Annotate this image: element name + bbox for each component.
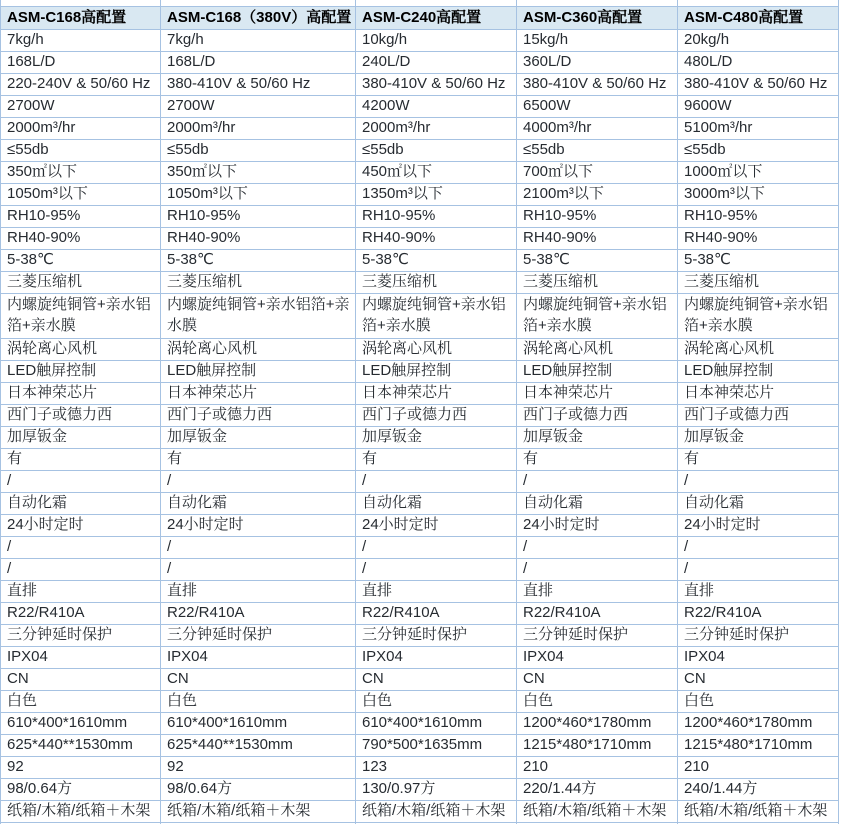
spec-cell[interactable]: 24小时定时 [1, 514, 161, 536]
spec-cell[interactable]: / [1, 536, 161, 558]
spec-cell[interactable]: 210 [678, 756, 839, 778]
spec-cell[interactable]: IPX04 [356, 646, 517, 668]
spec-cell[interactable]: 700㎡以下 [517, 161, 678, 183]
table-row [1, 756, 839, 778]
spec-cell[interactable]: 纸箱/木箱/纸箱＋木架 [356, 800, 517, 822]
spec-cell[interactable]: / [517, 470, 678, 492]
spec-cell[interactable]: 4200W [356, 95, 517, 117]
spec-cell[interactable]: 内螺旋纯铜管+亲水铝箔+亲水膜 [678, 293, 839, 338]
table-row [1, 646, 839, 668]
spec-cell[interactable]: 5-38℃ [356, 249, 517, 271]
table-row [1, 29, 839, 51]
table-row [1, 734, 839, 756]
table-row [1, 95, 839, 117]
spec-cell[interactable]: ≤55db [517, 139, 678, 161]
spec-cell[interactable]: 92 [1, 756, 161, 778]
spec-cell[interactable]: 5-38℃ [517, 249, 678, 271]
spec-cell[interactable]: 日本神荣芯片 [678, 382, 839, 404]
spec-cell[interactable]: 2000m³/hr [356, 117, 517, 139]
spec-cell[interactable]: / [356, 470, 517, 492]
spec-cell[interactable]: 西门子或德力西 [161, 404, 356, 426]
spec-cell[interactable]: 日本神荣芯片 [356, 382, 517, 404]
spec-cell[interactable]: 自动化霜 [517, 492, 678, 514]
spec-cell[interactable]: 纸箱/木箱/纸箱＋木架 [517, 800, 678, 822]
spec-cell[interactable]: 纸箱/木箱/纸箱＋木架 [161, 800, 356, 822]
spec-cell[interactable]: CN [161, 668, 356, 690]
spec-cell[interactable]: 三菱压缩机 [678, 271, 839, 293]
spec-cell[interactable]: 24小时定时 [161, 514, 356, 536]
spec-cell[interactable]: 15kg/h [517, 29, 678, 51]
spec-cell[interactable]: 白色 [678, 690, 839, 712]
header-cell[interactable]: ASM-C168高配置 [1, 6, 161, 29]
spec-cell[interactable]: RH40-90% [678, 227, 839, 249]
spec-cell[interactable]: 350㎡以下 [161, 161, 356, 183]
spec-cell[interactable]: ≤55db [1, 139, 161, 161]
table-row [1, 249, 839, 271]
table-row [1, 382, 839, 404]
spec-cell[interactable]: 加厚钣金 [1, 426, 161, 448]
table-row [1, 624, 839, 646]
spec-cell[interactable]: RH40-90% [356, 227, 517, 249]
spec-cell[interactable]: 有 [1, 448, 161, 470]
spec-cell[interactable]: IPX04 [517, 646, 678, 668]
table-row [1, 800, 839, 822]
spec-cell[interactable]: 直排 [517, 580, 678, 602]
spec-cell[interactable]: 三分钟延时保护 [161, 624, 356, 646]
table-row [1, 712, 839, 734]
table-row [1, 205, 839, 227]
spec-cell[interactable]: 20kg/h [678, 29, 839, 51]
spec-cell[interactable]: 日本神荣芯片 [161, 382, 356, 404]
header-cell[interactable]: ASM-C240高配置 [356, 6, 517, 29]
spec-cell[interactable]: IPX04 [678, 646, 839, 668]
header-row [1, 6, 839, 29]
header-cell[interactable]: ASM-C360高配置 [517, 6, 678, 29]
spec-cell[interactable]: 1050m³以下 [1, 183, 161, 205]
table-row [1, 360, 839, 382]
spec-cell[interactable]: 480L/D [678, 51, 839, 73]
spec-cell[interactable]: 涡轮离心风机 [678, 338, 839, 360]
spec-cell[interactable]: 三分钟延时保护 [356, 624, 517, 646]
spec-cell[interactable]: 内螺旋纯铜管+亲水铝箔+亲水膜 [161, 293, 356, 338]
spec-cell[interactable]: RH40-90% [517, 227, 678, 249]
spec-cell[interactable]: / [1, 470, 161, 492]
spec-cell[interactable]: 西门子或德力西 [517, 404, 678, 426]
spec-cell[interactable]: / [678, 536, 839, 558]
spec-cell[interactable]: 白色 [517, 690, 678, 712]
spec-cell[interactable]: IPX04 [1, 646, 161, 668]
spec-cell[interactable]: 自动化霜 [1, 492, 161, 514]
spec-cell[interactable]: 7kg/h [1, 29, 161, 51]
spec-cell[interactable]: 5-38℃ [161, 249, 356, 271]
spec-cell[interactable]: 三菱压缩机 [1, 271, 161, 293]
spec-cell[interactable]: 直排 [1, 580, 161, 602]
spec-cell[interactable]: 790*500*1635mm [356, 734, 517, 756]
header-cell[interactable]: ASM-C480高配置 [678, 6, 839, 29]
spec-cell[interactable]: 240L/D [356, 51, 517, 73]
spec-cell[interactable]: 4000m³/hr [517, 117, 678, 139]
spec-cell[interactable]: LED触屏控制 [678, 360, 839, 382]
spec-cell[interactable]: 5-38℃ [678, 249, 839, 271]
spec-cell[interactable]: 内螺旋纯铜管+亲水铝箔+亲水膜 [356, 293, 517, 338]
table-row [1, 227, 839, 249]
spec-cell[interactable]: 24小时定时 [517, 514, 678, 536]
table-row [1, 558, 839, 580]
spec-cell[interactable]: RH10-95% [1, 205, 161, 227]
spec-cell[interactable]: CN [356, 668, 517, 690]
spec-cell[interactable]: 24小时定时 [356, 514, 517, 536]
spec-cell[interactable]: 白色 [1, 690, 161, 712]
spec-cell[interactable]: / [517, 558, 678, 580]
spec-cell[interactable]: 1200*460*1780mm [678, 712, 839, 734]
spec-cell[interactable]: 自动化霜 [356, 492, 517, 514]
spec-cell[interactable]: / [161, 558, 356, 580]
spec-cell[interactable]: 7kg/h [161, 29, 356, 51]
spec-cell[interactable]: 625*440**1530mm [161, 734, 356, 756]
spec-cell[interactable]: RH10-95% [517, 205, 678, 227]
spec-cell[interactable]: 130/0.97方 [356, 778, 517, 800]
spec-cell[interactable]: 涡轮离心风机 [356, 338, 517, 360]
spec-cell[interactable]: 日本神荣芯片 [1, 382, 161, 404]
spec-cell[interactable]: 三分钟延时保护 [517, 624, 678, 646]
spec-cell[interactable]: 9600W [678, 95, 839, 117]
spec-cell[interactable]: 日本神荣芯片 [517, 382, 678, 404]
table-row [1, 690, 839, 712]
spec-cell[interactable]: 380-410V & 50/60 Hz [678, 73, 839, 95]
table-row [1, 117, 839, 139]
spec-cell[interactable]: 210 [517, 756, 678, 778]
spec-cell[interactable]: 10kg/h [356, 29, 517, 51]
spec-cell[interactable]: 涡轮离心风机 [1, 338, 161, 360]
spec-cell[interactable]: ≤55db [161, 139, 356, 161]
spec-cell[interactable]: 自动化霜 [678, 492, 839, 514]
spec-cell[interactable]: 西门子或德力西 [678, 404, 839, 426]
spec-cell[interactable]: 有 [161, 448, 356, 470]
spec-cell[interactable]: R22/R410A [161, 602, 356, 624]
spec-cell[interactable]: 610*400*1610mm [356, 712, 517, 734]
spec-cell[interactable]: RH40-90% [1, 227, 161, 249]
spec-cell[interactable]: 220-240V & 50/60 Hz [1, 73, 161, 95]
spec-cell[interactable]: 白色 [161, 690, 356, 712]
spec-cell[interactable]: 1350m³以下 [356, 183, 517, 205]
spec-cell[interactable]: 内螺旋纯铜管+亲水铝箔+亲水膜 [1, 293, 161, 338]
spec-cell[interactable]: / [356, 536, 517, 558]
spec-cell[interactable]: 加厚钣金 [517, 426, 678, 448]
spec-cell[interactable]: 610*400*1610mm [161, 712, 356, 734]
spec-cell[interactable]: 三菱压缩机 [161, 271, 356, 293]
spec-cell[interactable]: 5100m³/hr [678, 117, 839, 139]
spec-cell[interactable]: 168L/D [1, 51, 161, 73]
spec-cell[interactable]: CN [517, 668, 678, 690]
spec-cell[interactable]: 三分钟延时保护 [1, 624, 161, 646]
spec-cell[interactable]: 涡轮离心风机 [517, 338, 678, 360]
spec-cell[interactable]: RH10-95% [161, 205, 356, 227]
spec-cell[interactable]: 24小时定时 [678, 514, 839, 536]
spec-cell[interactable]: 610*400*1610mm [1, 712, 161, 734]
table-row [1, 338, 839, 360]
spec-cell[interactable]: / [517, 536, 678, 558]
spec-cell[interactable]: 1215*480*1710mm [678, 734, 839, 756]
spec-cell[interactable]: 2700W [161, 95, 356, 117]
spec-cell[interactable]: 有 [517, 448, 678, 470]
spec-cell[interactable]: 360L/D [517, 51, 678, 73]
spec-cell[interactable]: LED触屏控制 [517, 360, 678, 382]
table-row [1, 514, 839, 536]
table-row [1, 536, 839, 558]
spec-cell[interactable]: 三分钟延时保护 [678, 624, 839, 646]
spec-cell[interactable]: 1050m³以下 [161, 183, 356, 205]
header-cell[interactable]: ASM-C168（380V）高配置 [161, 6, 356, 29]
spec-cell[interactable]: 1215*480*1710mm [517, 734, 678, 756]
spec-cell[interactable]: RH10-95% [356, 205, 517, 227]
spec-cell[interactable]: IPX04 [161, 646, 356, 668]
spec-cell[interactable]: 625*440**1530mm [1, 734, 161, 756]
table-row [1, 580, 839, 602]
spec-cell[interactable]: 加厚钣金 [678, 426, 839, 448]
spec-cell[interactable]: 92 [161, 756, 356, 778]
spec-cell[interactable]: 白色 [356, 690, 517, 712]
spec-cell[interactable]: 450㎡以下 [356, 161, 517, 183]
table-row [1, 448, 839, 470]
spec-cell[interactable]: 380-410V & 50/60 Hz [161, 73, 356, 95]
spec-cell[interactable]: 2000m³/hr [1, 117, 161, 139]
spec-cell[interactable]: 有 [678, 448, 839, 470]
table-row [1, 404, 839, 426]
spec-cell[interactable]: / [678, 470, 839, 492]
spec-cell[interactable]: 2100m³以下 [517, 183, 678, 205]
table-row [1, 183, 839, 205]
spec-cell[interactable]: ≤55db [678, 139, 839, 161]
table-row [1, 293, 839, 338]
table-row [1, 602, 839, 624]
spec-cell[interactable]: 168L/D [161, 51, 356, 73]
spec-table-body [1, 29, 839, 824]
spec-cell[interactable]: / [161, 536, 356, 558]
spec-cell[interactable]: / [161, 470, 356, 492]
table-row [1, 271, 839, 293]
spec-cell[interactable]: LED触屏控制 [356, 360, 517, 382]
spec-cell[interactable]: 加厚钣金 [356, 426, 517, 448]
spec-cell[interactable]: 98/0.64方 [161, 778, 356, 800]
spec-cell[interactable]: ≤55db [356, 139, 517, 161]
spec-cell[interactable]: / [356, 558, 517, 580]
spec-cell[interactable]: 2000m³/hr [161, 117, 356, 139]
spec-cell[interactable]: 涡轮离心风机 [161, 338, 356, 360]
spec-cell[interactable]: 240/1.44方 [678, 778, 839, 800]
table-row [1, 778, 839, 800]
spec-cell[interactable]: 2700W [1, 95, 161, 117]
spec-cell[interactable]: 1200*460*1780mm [517, 712, 678, 734]
spec-cell[interactable]: 纸箱/木箱/纸箱＋木架 [678, 800, 839, 822]
spec-cell[interactable]: / [678, 558, 839, 580]
spec-cell[interactable]: R22/R410A [356, 602, 517, 624]
table-row [1, 161, 839, 183]
spec-cell[interactable]: 纸箱/木箱/纸箱＋木架 [1, 800, 161, 822]
table-row [1, 139, 839, 161]
spec-cell[interactable]: 6500W [517, 95, 678, 117]
spec-cell[interactable]: 三菱压缩机 [356, 271, 517, 293]
spec-cell[interactable]: R22/R410A [1, 602, 161, 624]
spec-cell[interactable]: 自动化霜 [161, 492, 356, 514]
spec-cell[interactable]: 直排 [678, 580, 839, 602]
spec-cell[interactable]: 西门子或德力西 [356, 404, 517, 426]
spec-cell[interactable]: 加厚钣金 [161, 426, 356, 448]
spec-cell[interactable]: 3000m³以下 [678, 183, 839, 205]
spec-cell[interactable]: 直排 [356, 580, 517, 602]
table-row [1, 668, 839, 690]
spec-cell[interactable]: 380-410V & 50/60 Hz [517, 73, 678, 95]
table-row [1, 470, 839, 492]
spec-cell[interactable]: 1000㎡以下 [678, 161, 839, 183]
spec-cell[interactable]: 西门子或德力西 [1, 404, 161, 426]
spec-cell[interactable]: R22/R410A [517, 602, 678, 624]
spec-cell[interactable]: 三菱压缩机 [517, 271, 678, 293]
table-row [1, 51, 839, 73]
spec-cell[interactable]: 直排 [161, 580, 356, 602]
spec-cell[interactable]: 有 [356, 448, 517, 470]
table-row [1, 492, 839, 514]
spec-cell[interactable]: LED触屏控制 [161, 360, 356, 382]
spec-cell[interactable]: / [1, 558, 161, 580]
spec-cell[interactable]: R22/R410A [678, 602, 839, 624]
spec-cell[interactable]: RH40-90% [161, 227, 356, 249]
spec-cell[interactable]: CN [678, 668, 839, 690]
spec-cell[interactable]: 123 [356, 756, 517, 778]
spec-cell[interactable]: 350㎡以下 [1, 161, 161, 183]
spec-cell[interactable]: RH10-95% [678, 205, 839, 227]
spec-cell[interactable]: CN [1, 668, 161, 690]
spec-cell[interactable]: 内螺旋纯铜管+亲水铝箔+亲水膜 [517, 293, 678, 338]
spec-cell[interactable]: 220/1.44方 [517, 778, 678, 800]
table-row [1, 426, 839, 448]
spec-cell[interactable]: 380-410V & 50/60 Hz [356, 73, 517, 95]
spec-cell[interactable]: 98/0.64方 [1, 778, 161, 800]
spec-cell[interactable]: 5-38℃ [1, 249, 161, 271]
table-row [1, 73, 839, 95]
spec-cell[interactable]: LED触屏控制 [1, 360, 161, 382]
